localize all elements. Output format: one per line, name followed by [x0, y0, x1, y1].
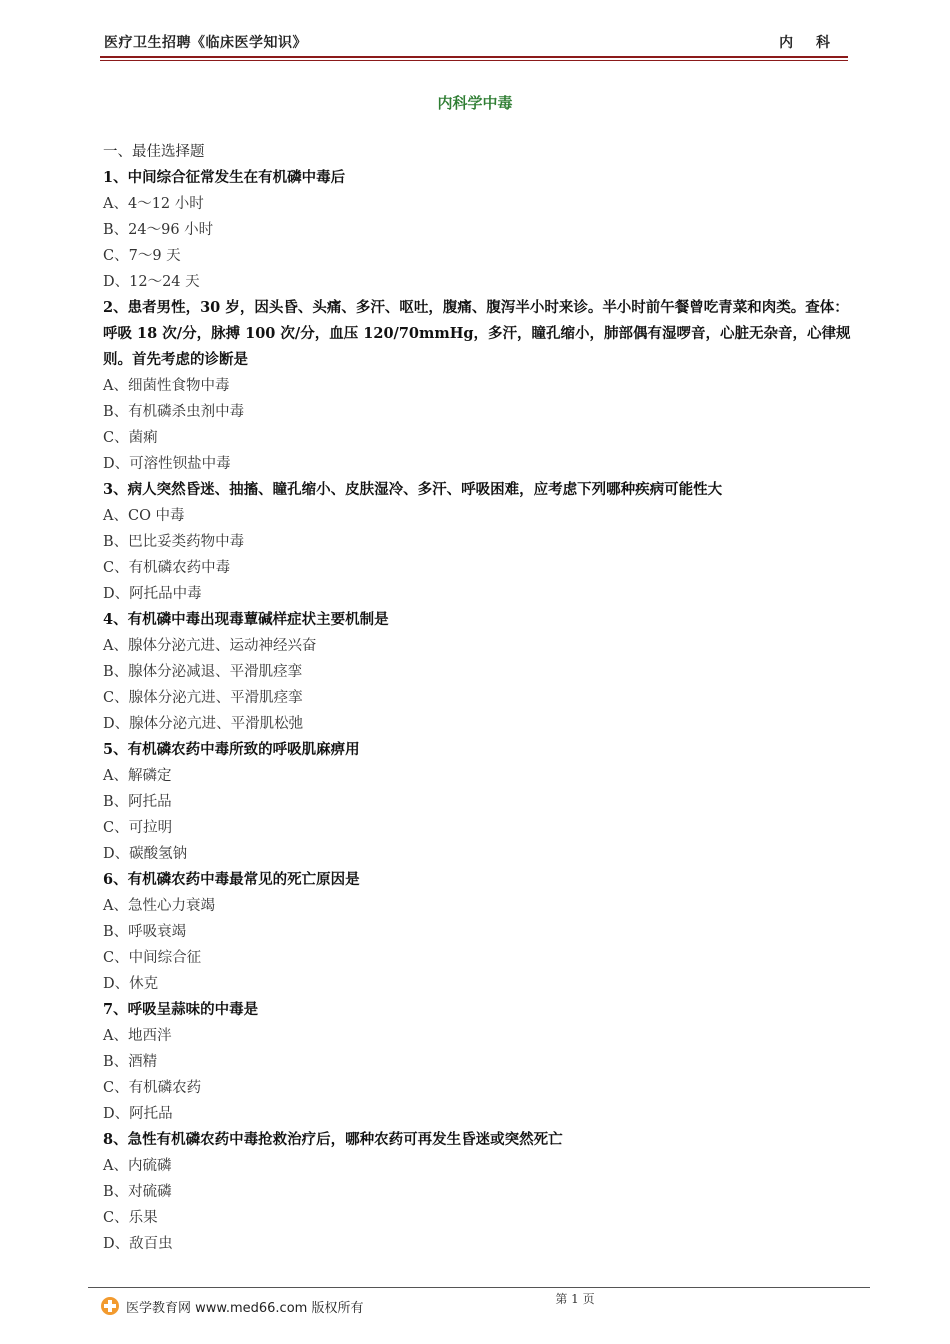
option-d: D、可溶性钡盐中毒 [103, 456, 231, 472]
option-a: A、内硫磷 [103, 1158, 172, 1174]
header-section: 内 科 [779, 35, 830, 51]
option-a: A、4～12 小时 [103, 196, 204, 212]
question-4 [103, 607, 855, 737]
question-1 [103, 165, 855, 295]
option-d: D、阿托品 [103, 1106, 173, 1122]
option-b: B、腺体分泌减退、平滑肌痉挛 [103, 664, 303, 680]
question-text: 2、患者男性，30 岁，因头昏、头痛、多汗、呕吐，腹痛、腹泻半小时来诊。半小时前午餐曾吃青菜和肉类。查体：呼吸 18 次/分，脉搏 100 次/分，血压 120/70mmHg，多汗，瞳孔缩小，肺部偶有湿啰音，心脏无杂音，心律规则。首先考虑的诊断是 [103, 299, 851, 368]
option-c: C、乐果 [103, 1210, 158, 1226]
page-number: 第 1 页 [555, 1292, 595, 1306]
option-c: C、7～9 天 [103, 248, 181, 264]
option-d: D、腺体分泌亢进、平滑肌松弛 [103, 716, 304, 732]
option-d: D、休克 [103, 976, 159, 992]
question-6 [103, 867, 855, 997]
option-c: C、菌痢 [103, 430, 158, 446]
option-b: B、有机磷杀虫剂中毒 [103, 404, 245, 420]
option-b: B、巴比妥类药物中毒 [103, 534, 245, 550]
question-3 [103, 477, 855, 607]
option-d: D、敌百虫 [103, 1236, 173, 1252]
document-title: 内科学中毒 [437, 94, 513, 112]
question-text: 3、病人突然昏迷、抽搐、瞳孔缩小、皮肤湿冷、多汗、呼吸困难，应考虑下列哪种疾病可能性大 [103, 481, 723, 498]
option-c: C、腺体分泌亢进、平滑肌痉挛 [103, 690, 303, 706]
option-b: B、对硫磷 [103, 1184, 172, 1200]
option-b: B、酒精 [103, 1054, 158, 1070]
option-c: C、可拉明 [103, 820, 173, 836]
question-7 [103, 997, 855, 1127]
question-5 [103, 737, 855, 867]
option-c: C、有机磷农药中毒 [103, 560, 231, 576]
option-a: A、CO 中毒 [103, 508, 185, 524]
option-b: B、阿托品 [103, 794, 172, 810]
question-text: 5、有机磷农药中毒所致的呼吸肌麻痹用 [103, 741, 360, 758]
header-divider-thin [100, 60, 848, 61]
option-b: B、24～96 小时 [103, 222, 214, 238]
question-list [103, 139, 855, 1257]
option-a: A、腺体分泌亢进、运动神经兴奋 [103, 638, 317, 654]
option-a: A、解磷定 [103, 768, 172, 784]
section-heading: 一、最佳选择题 [103, 144, 205, 160]
option-c: C、有机磷农药 [103, 1080, 202, 1096]
question-8 [103, 1127, 855, 1257]
question-text: 8、急性有机磷农药中毒抢救治疗后，哪种农药可再发生昏迷或突然死亡 [103, 1131, 563, 1148]
option-d: D、碳酸氢钠 [103, 846, 188, 862]
question-2 [103, 295, 855, 477]
option-d: D、阿托品中毒 [103, 586, 202, 602]
option-c: C、中间综合征 [103, 950, 202, 966]
question-text: 4、有机磷中毒出现毒蕈碱样症状主要机制是 [103, 611, 389, 628]
footer-copyright: 医学教育网 www.med66.com 版权所有 [126, 1300, 364, 1316]
footer-divider [88, 1287, 870, 1288]
option-a: A、细菌性食物中毒 [103, 378, 230, 394]
question-text: 1、中间综合征常发生在有机磷中毒后 [103, 169, 346, 186]
page-header [100, 30, 848, 54]
question-text: 7、呼吸呈蒜味的中毒是 [103, 1001, 259, 1018]
option-d: D、12～24 天 [103, 274, 200, 290]
option-a: A、急性心力衰竭 [103, 898, 215, 914]
header-divider [100, 56, 848, 58]
header-title: 医疗卫生招聘《临床医学知识》 [104, 35, 307, 51]
option-a: A、地西泮 [103, 1028, 172, 1044]
option-b: B、呼吸衰竭 [103, 924, 187, 940]
question-text: 6、有机磷农药中毒最常见的死亡原因是 [103, 871, 360, 888]
